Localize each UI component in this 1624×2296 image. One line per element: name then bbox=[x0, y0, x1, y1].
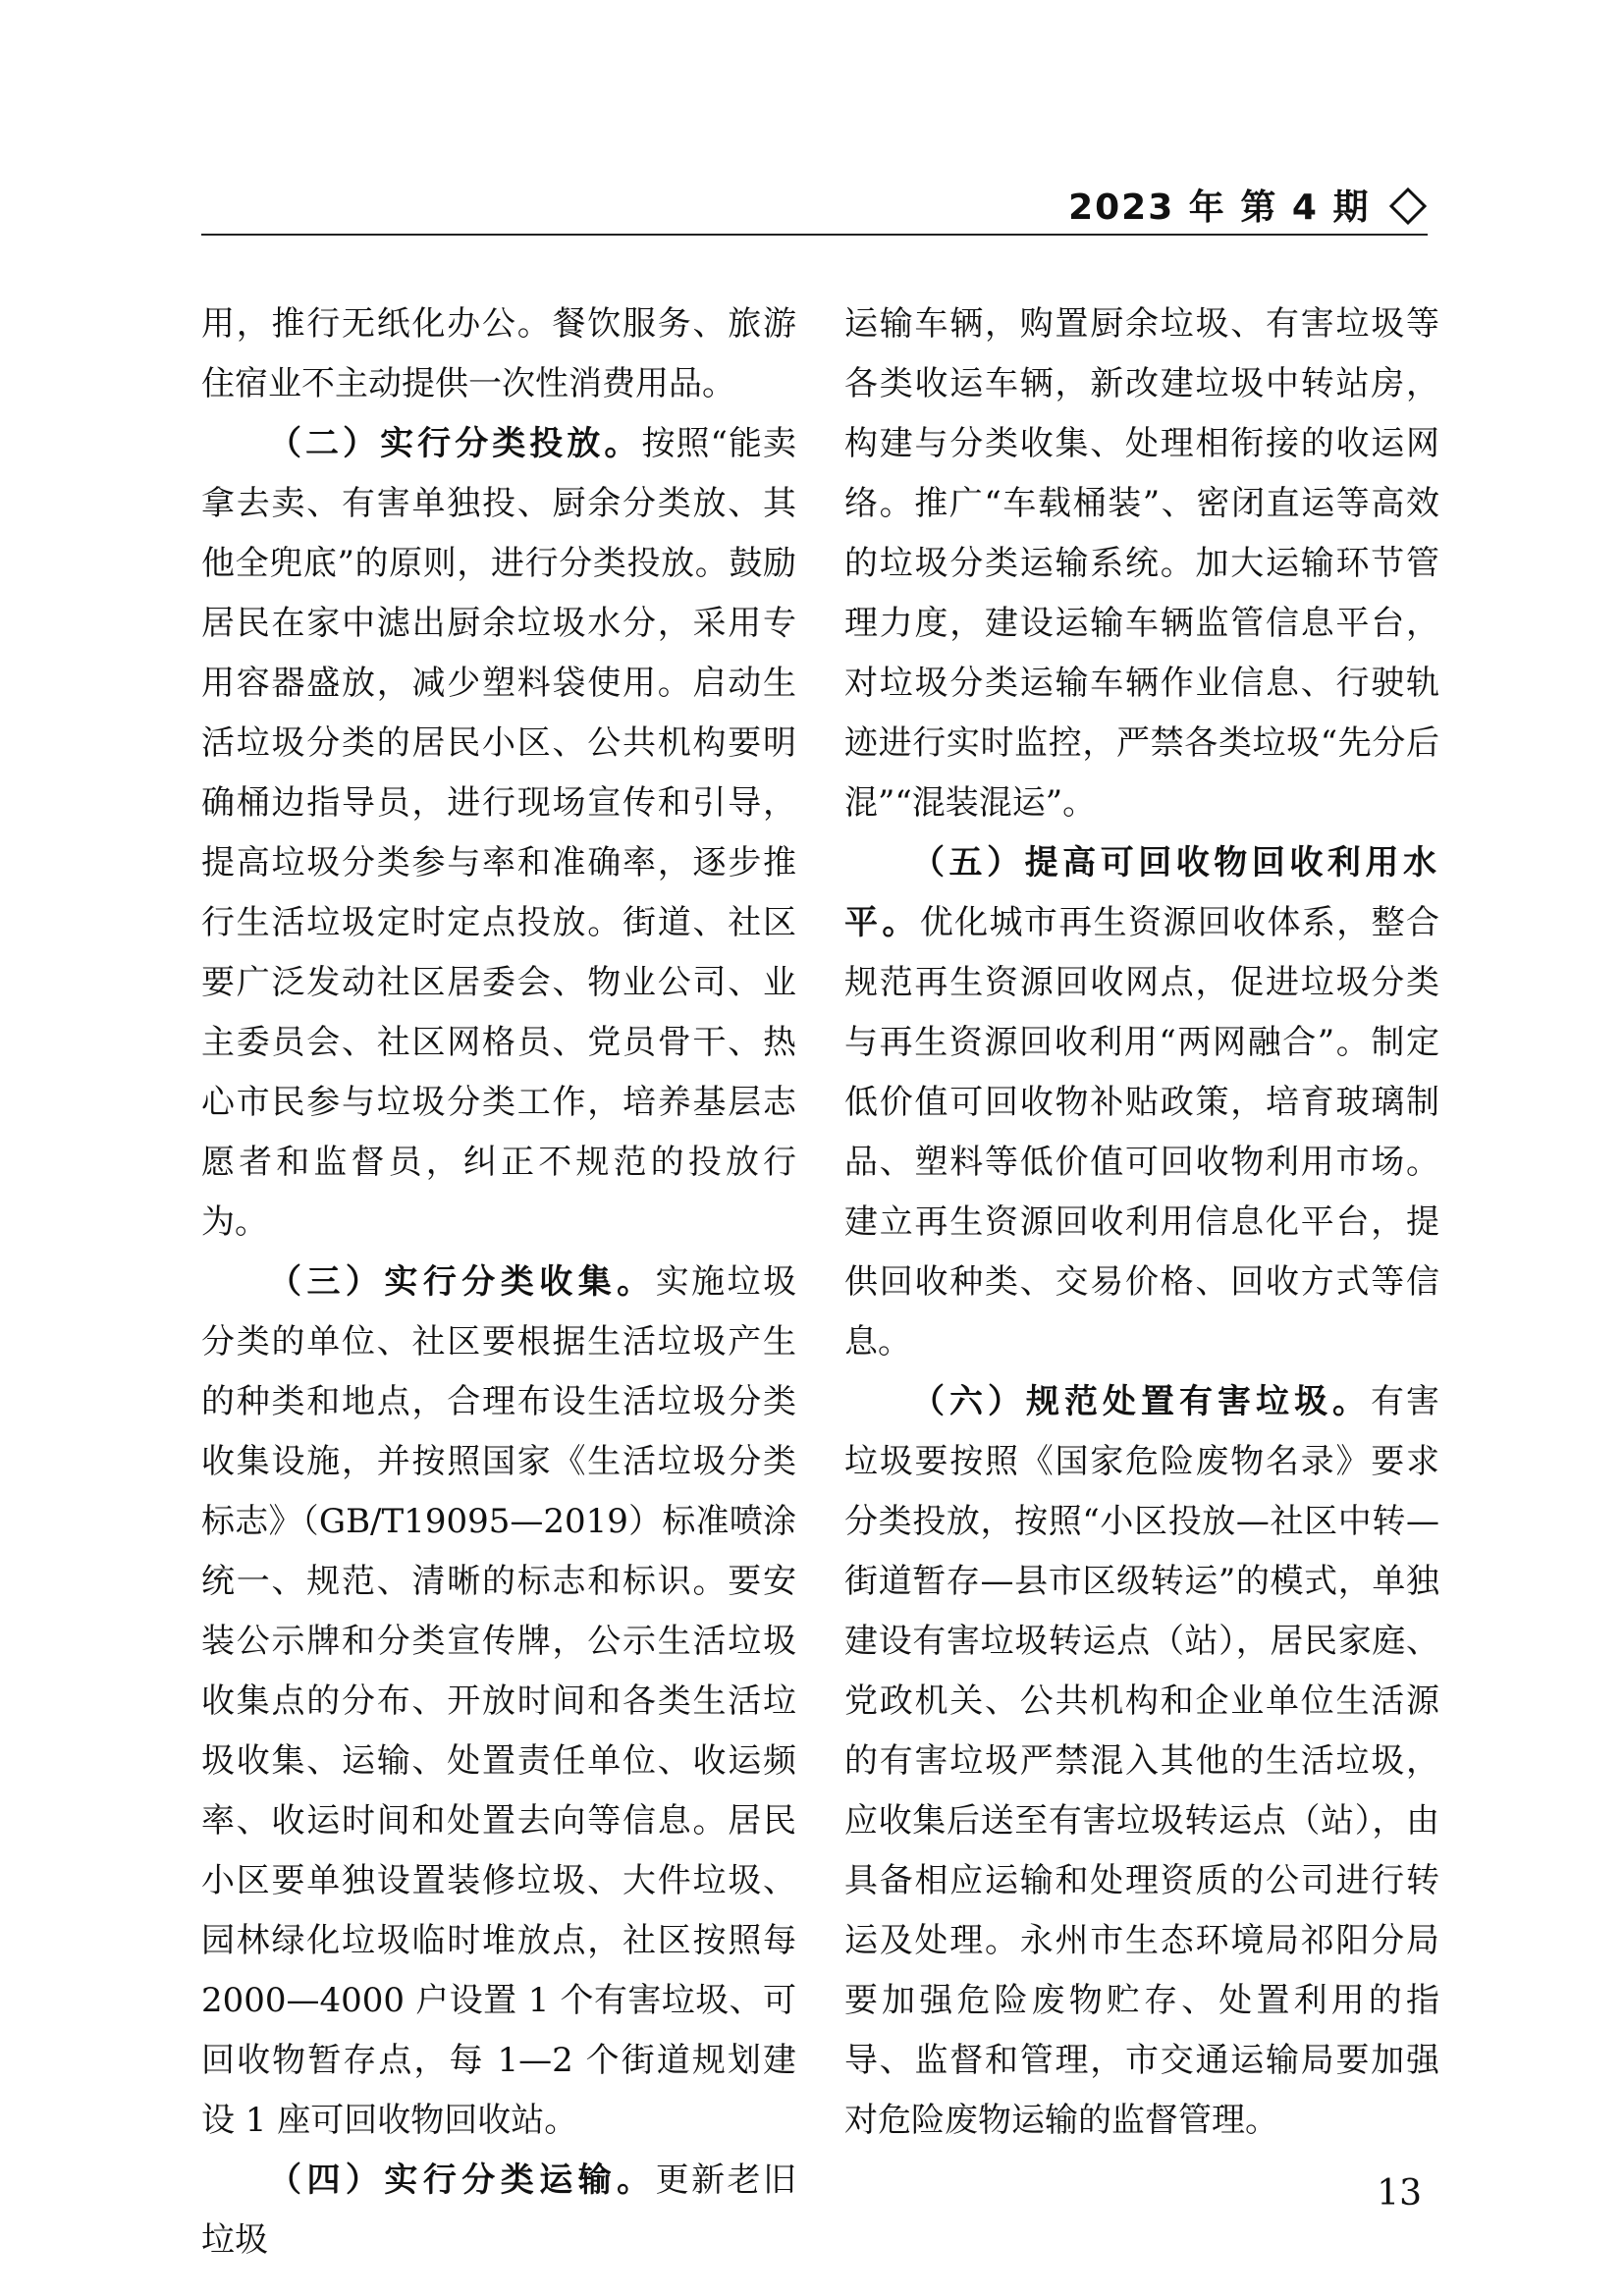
section-lead: （三）实行分类收集。 bbox=[268, 1262, 656, 1302]
section-lead: （五）提高可回收物回收利用水平。 bbox=[844, 843, 1439, 942]
paragraph-text: 实施垃圾分类的单位、社区要根据生活垃圾产生的种类和地点，合理布设生活垃圾分类收集设施，并按照国家《生活垃圾分类标志》（GB/T19095—2019）标准喷涂统一、规范、清晰的标志和标识。要安装公示牌和分类宣传牌，公示生活垃圾收集点的分布、开放时间和各类生活垃圾收集、运输、处置责任单位、收运频率、收运时间和处置去向等信息。居民小区要单独设置装修垃圾、大件垃圾、园林绿化垃圾临时堆放点，社区按照每 2000—4000 户设置 1 个有害垃圾、可回收物暂存点，每 1—2 个街道规划建设 1 座可回收物回收站。 bbox=[201, 1262, 797, 2140]
paragraph-text: 运输车辆，购置厨余垃圾、有害垃圾等各类收运车辆，新改建垃圾中转站房，构建与分类收集、处理相衔接的收运网络。推广“车载桶装”、密闭直运等高效的垃圾分类运输系统。加大运输环节管理力度，建设运输车辆监管信息平台，对垃圾分类运输车辆作业信息、行驶轨迹进行实时监控，严禁各类垃圾“先分后混”“混装混运”。 bbox=[844, 304, 1439, 823]
paragraph bbox=[201, 1253, 796, 2151]
right-column bbox=[844, 294, 1439, 2151]
paragraph-text: 按照“能卖拿去卖、有害单独投、厨余分类放、其他全兜底”的原则，进行分类投放。鼓励居民在家中滤出厨余垃圾水分，采用专用容器盛放，减少塑料袋使用。启动生活垃圾分类的居民小区、公共机构要明确桶边指导员，进行现场宣传和引导，提高垃圾分类参与率和准确率，逐步推行生活垃圾定时定点投放。街道、社区要广泛发动社区居委会、物业公司、业主委员会、社区网格员、党员骨干、热心市民参与垃圾分类工作，培养基层志愿者和监督员，纠正不规范的投放行为。 bbox=[201, 424, 796, 1242]
issue-header bbox=[201, 183, 1428, 234]
section-lead: （二）实行分类投放。 bbox=[268, 424, 642, 463]
paragraph-text: 更新老旧垃圾 bbox=[201, 2161, 797, 2260]
paragraph bbox=[201, 414, 796, 1253]
section-lead: （六）规范处置有害垃圾。 bbox=[911, 1382, 1371, 1421]
header-rule bbox=[201, 234, 1428, 236]
paragraph-text: 优化城市再生资源回收体系，整合规范再生资源回收网点，促进垃圾分类与再生资源回收利用“两网融合”。制定低价值可回收物补贴政策，培育玻璃制品、塑料等低价值可回收物利用市场。建立再生资源回收利用信息化平台，提供回收种类、交易价格、回收方式等信息。 bbox=[844, 903, 1439, 1362]
paragraph-text: 用，推行无纸化办公。餐饮服务、旅游住宿业不主动提供一次性消费用品。 bbox=[201, 304, 796, 403]
paragraph bbox=[201, 2151, 796, 2270]
paragraph bbox=[844, 833, 1439, 1372]
issue-label: 2023 年 第 4 期 bbox=[1068, 187, 1371, 228]
paragraph bbox=[844, 294, 1439, 833]
left-column bbox=[201, 294, 796, 2270]
paragraph bbox=[201, 294, 796, 414]
section-lead: （四）实行分类运输。 bbox=[268, 2161, 656, 2200]
page-number: 13 bbox=[1377, 2173, 1422, 2214]
paragraph-text: 有害垃圾要按照《国家危险废物名录》要求分类投放，按照“小区投放—社区中转—街道暂存—县市区级转运”的模式，单独建设有害垃圾转运点（站），居民家庭、党政机关、公共机构和企业单位生活源的有害垃圾严禁混入其他的生活垃圾，应收集后送至有害垃圾转运点（站），由具备相应运输和处理资质的公司进行转运及处理。永州市生态环境局祁阳分局要加强危险废物贮存、处置利用的指导、监督和管理，市交通运输局要加强对危险废物运输的监督管理。 bbox=[844, 1382, 1439, 2140]
diamond-icon bbox=[1388, 187, 1428, 226]
paragraph bbox=[844, 1372, 1439, 2151]
